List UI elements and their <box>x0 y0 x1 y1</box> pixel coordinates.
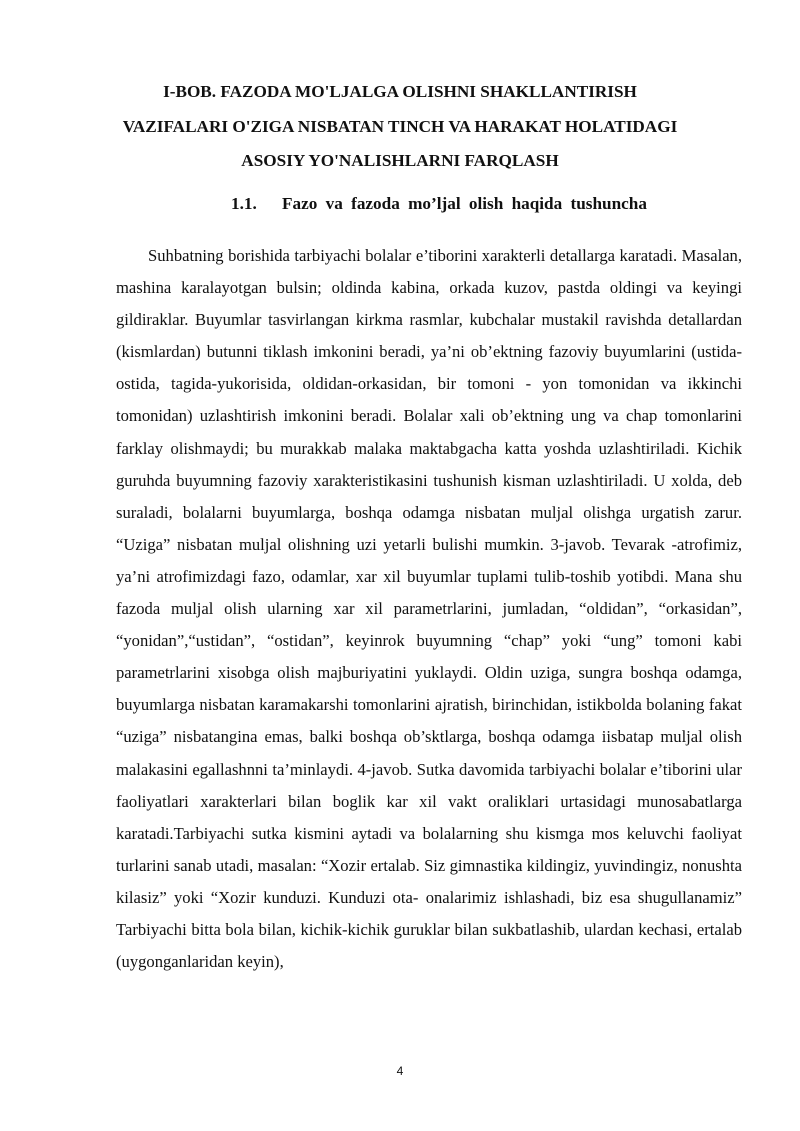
page-number: 4 <box>396 1064 404 1078</box>
section-number: 1.1. <box>231 194 257 213</box>
chapter-title: I-BOB. FAZODA MO'LJALGA OLISHNI SHAKLLANTIRISH VAZIFALARI O'ZIGA NISBATAN TINCH VA HARAKAT HOLATIDAGI ASOSIY YO'NALISHLARNI FARQLASH <box>122 82 678 170</box>
section-title: Fazo va fazoda mo’ljal olish haqida tushuncha <box>282 194 647 213</box>
body-paragraph: Suhbatning borishida tarbiyachi bolalar e’tiborini xarakterli detallarga karatadi. Masalan, mashina karalayotgan bulsin; oldinda kabina, orkada kuzov, pastda oldingi va keyingi gildiraklar. Buyumlar tasvirlangan kirkma rasmlar, kubchalar mustakil ravishda detallardan (kismlardan) butunni tiklash imkonini beradi, ya’ni ob’ektning fazoviy buyumlarini (ustida-ostida, tagida-yukorisida, oldidan-orkasidan, bir tomoni - yon tomonidan va ikkinchi tomonidan) uzlashtirish imkonini beradi. Bolalar xali ob’ektning ung va chap tomonlarini farklay olishmaydi; bu murakkab malaka maktabgacha katta yoshda uzlashtiriladi. Kichik guruhda buyumning fazoviy xarakteristikasini tushunish kisman uzlashtiriladi. U xolda, deb suraladi, bolalarni buyumlarga, boshqa odamga nisbatan muljal olishga urgatish zarur. “Uziga” nisbatan muljal olishning uzi yetarli bulishi mumkin. 3-javob. Tevarak -atrofimiz, ya’ni atrofimizdagi fazo, odamlar, xar xil buyumlar tuplami tulib-toshib yotibdi. Mana shu fazoda muljal olish ularning xar xil parametrlarini, jumladan, “oldidan”, “orkasidan”, “yonidan”,“ustidan”, “ostidan”, keyinrok buyumning “chap” yoki “ung” tomoni kabi parametrlarini xisobga olish majburiyatini yuklaydi. Oldin uziga, sungra boshqa odamga, buyumlarga nisbatan karamakarshi tomonlarini ajratish, birinchidan, istikbolda bolaning fakat “uziga” nisbatangina emas, balki boshqa ob’sktlarga, boshqa odamga iisbatap muljal olish malakasini egallashnni ta’minlaydi. 4-javob. Sutka davomida tarbiyachi bolalar e’tiborini ular faoliyatlari xarakterlari bilan boglik kar xil vakt oraliklari urtasidagi munosabatlarga karatadi.Tarbiyachi sutka kismini aytadi va bolalarning shu kismga mos keluvchi faoliyat turlarini sanab utadi, masalan: “Xozir ertalab. Siz gimnastika kildingiz, yuvindingiz, nonushta kilasiz” yoki “Xozir kunduzi. Kunduzi ota- onalarimiz ishlashadi, biz esa shugullanamiz” Tarbiyachi bitta bola bilan, kichik-kichik guruklar bilan sukbatlashib, ulardan kechasi, ertalab (uygonganlaridan keyin), <box>116 246 742 972</box>
